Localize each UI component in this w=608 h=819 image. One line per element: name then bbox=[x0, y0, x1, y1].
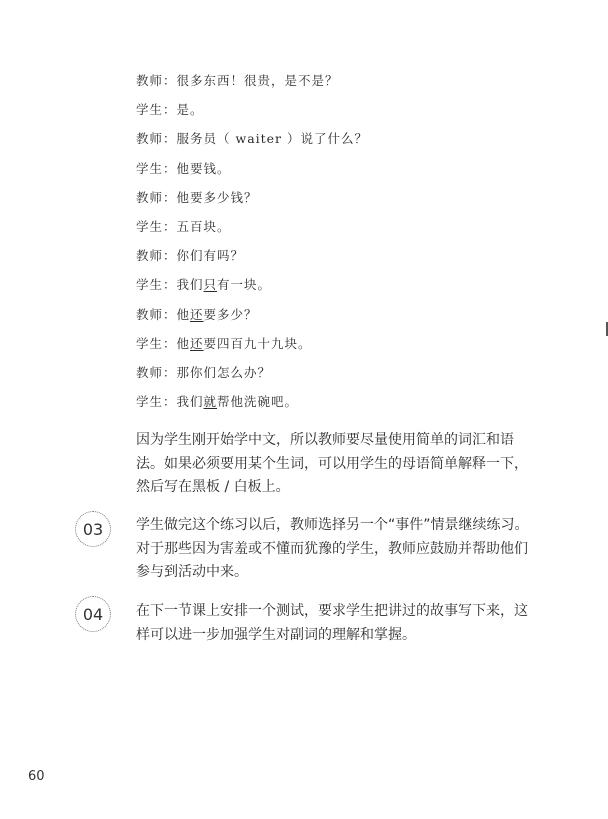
step-number-badge: 04 bbox=[75, 596, 111, 632]
dialogue-line: 学生：我们只有一块。 bbox=[136, 277, 272, 293]
dialogue-list bbox=[136, 71, 368, 421]
dialogue-line: 教师：你们有吗？ bbox=[136, 248, 245, 264]
step-number-badge: 03 bbox=[75, 511, 111, 547]
note-paragraph: 因为学生刚开始学中文，所以教师要尽量使用简单的词汇和语法。如果必须要用某个生词，可以用学生的母语简单解释一下，然后写在黑板 / 白板上。 bbox=[136, 432, 528, 495]
dialogue-line: 教师：服务员（ waiter ）说了什么？ bbox=[136, 131, 369, 147]
page-number: 60 bbox=[28, 769, 45, 784]
dialogue-line: 教师：他还要多少？ bbox=[136, 306, 258, 322]
step-3-paragraph: 学生做完这个练习以后，教师选择另一个“事件”情景继续练习。对于那些因为害羞或不懂而犹豫的学生，教师应鼓励并帮助他们参与到活动中来。 bbox=[136, 517, 529, 580]
step-4-paragraph: 在下一节课上安排一个测试，要求学生把讲过的故事写下来，这样可以进一步加强学生对副词的理解和掌握。 bbox=[136, 603, 528, 643]
dialogue-line: 学生：他还要四百九十九块。 bbox=[136, 335, 312, 351]
dialogue-line: 学生：我们就帮他洗碗吧。 bbox=[136, 394, 299, 410]
dialogue-line: 教师：他要多少钱？ bbox=[136, 189, 258, 205]
dialogue-line: 教师：那你们怎么办？ bbox=[136, 364, 272, 380]
dialogue-line: 学生：他要钱。 bbox=[136, 160, 231, 176]
dialogue-line: 学生：五百块。 bbox=[136, 218, 231, 234]
dialogue-line: 学生：是。 bbox=[136, 102, 204, 118]
dialogue-line: 教师：很多东西！很贵，是不是？ bbox=[136, 73, 339, 88]
